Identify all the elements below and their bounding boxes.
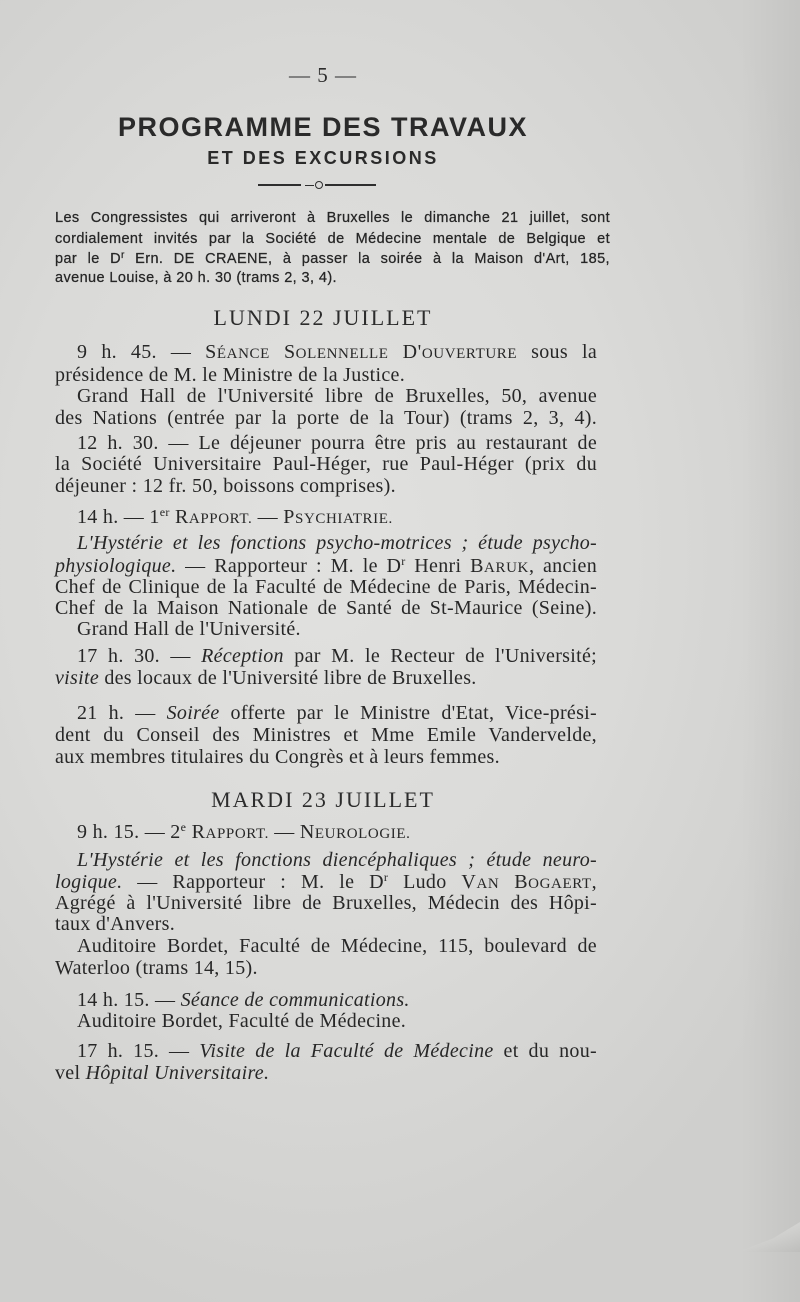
small-caps-word: BOGAERT <box>514 871 592 893</box>
small-caps-word: NEUROLOGIE. <box>299 821 411 843</box>
text-line <box>77 618 597 640</box>
day-heading-lundi: LUNDI 22 JUILLET <box>213 305 433 330</box>
text-line <box>55 555 597 577</box>
text-segment: Auditoire Bordet, Faculté de Médecine, 115, boulevard de <box>77 935 597 957</box>
text-segment: 9 h. 15. — 2 <box>77 821 181 843</box>
intro-text: cordialement invités par la Société de Médecine mentale de Belgique et <box>55 231 610 247</box>
superscript: r <box>401 554 406 568</box>
text-segment: Agrégé à l'Université libre de Bruxelles, Médecin des Hôpi- <box>55 892 597 914</box>
text-line <box>55 407 597 429</box>
text-line <box>77 849 597 871</box>
text-segment: — Rapporteur : M. le D <box>122 871 384 893</box>
text-segment: 14 h. 15. — <box>77 989 181 1011</box>
text-segment: la Société Universitaire Paul-Héger, rue Paul-Héger (prix du <box>55 453 597 475</box>
text-line <box>77 506 597 528</box>
italic-text: Séance de communications. <box>180 989 410 1011</box>
text-segment: 14 h. — 1 <box>77 506 160 528</box>
text-line <box>55 746 597 768</box>
text-segment: et du nou- <box>493 1040 597 1062</box>
text-line <box>55 453 597 475</box>
text-line <box>55 1062 597 1084</box>
text-segment: Chef de la Maison Nationale de Santé de St-Maurice (Seine). <box>55 597 597 619</box>
text-line <box>77 1040 597 1062</box>
text-line <box>55 597 597 619</box>
small-caps-word: PSYCHIATRIE. <box>283 506 393 528</box>
small-caps-word: D'OUVERTURE <box>402 341 518 363</box>
page-title: PROGRAMME DES TRAVAUX <box>117 112 528 142</box>
text-segment: 12 h. 30. — Le déjeuner pourra être pris au restaurant de <box>77 432 597 454</box>
text-line <box>77 432 597 454</box>
text-line <box>55 576 597 598</box>
small-caps-word: SOLENNELLE <box>283 341 389 363</box>
text-segment: Auditoire Bordet, Faculté de Médecine. <box>77 1010 407 1032</box>
text-line <box>77 1010 597 1032</box>
text-segment: Waterloo (trams 14, 15). <box>55 957 258 979</box>
page-subtitle: ET DES EXCURSIONS <box>207 148 439 168</box>
text-segment: des Nations (entrée par la porte de la Tour) (trams 2, 3, 4). <box>55 407 597 429</box>
text-line <box>55 475 597 497</box>
italic-text: Réception <box>201 645 284 667</box>
italic-text: Hôpital Universitaire. <box>85 1062 270 1084</box>
text-segment: offerte par le Ministre d'Etat, Vice-prési- <box>219 702 597 724</box>
text-line <box>77 341 597 363</box>
text-line <box>77 645 597 667</box>
text-line <box>55 667 597 689</box>
intro-line <box>55 268 610 288</box>
intro-text: par le D <box>55 251 121 267</box>
page-number: — 5 — <box>289 63 357 87</box>
text-segment: , <box>591 871 597 893</box>
text-line <box>55 892 597 914</box>
superscript: e <box>180 820 187 834</box>
text-segment: Ludo <box>388 871 462 893</box>
intro-text: Ern. DE CRAENE, à passer la soirée à la Maison d'Art, 185, <box>124 251 610 267</box>
text-segment: Chef de Clinique de la Faculté de Médecine de Paris, Médecin- <box>55 576 597 598</box>
small-caps-word: VAN <box>461 871 500 893</box>
text-segment: Grand Hall de l'Université libre de Bruxelles, 50, avenue <box>77 385 597 407</box>
italic-text: Soirée <box>166 702 220 724</box>
day-heading-mardi: MARDI 23 JUILLET <box>211 787 435 812</box>
text-line <box>77 532 597 554</box>
italic-text: visite <box>55 667 100 689</box>
small-caps-word: RAPPORT. <box>191 821 269 843</box>
text-line <box>77 935 597 957</box>
intro-text: avenue Louise, à 20 h. 30 (trams 2, 3, 4). <box>55 270 337 286</box>
text-line <box>77 989 597 1011</box>
intro-text: Les Congressistes qui arriveront à Bruxelles le dimanche 21 juillet, sont <box>55 210 610 226</box>
text-line <box>55 957 597 979</box>
text-segment: , ancien <box>528 555 597 577</box>
text-line <box>55 364 597 386</box>
text-line <box>77 702 597 724</box>
text-segment: présidence de M. le Ministre de la Justice. <box>55 364 406 386</box>
page-edge-shadow <box>740 0 800 1302</box>
text-segment: — Rapporteur : M. le D <box>176 555 402 577</box>
ornament-circle <box>315 181 323 189</box>
small-caps-word: RAPPORT. <box>174 506 253 528</box>
italic-text: L'Hystérie et les fonctions diencéphaliques ; étude neuro- <box>77 849 597 871</box>
text-segment: 17 h. 15. — <box>77 1040 200 1062</box>
small-caps-word: SÉANCE <box>205 341 270 363</box>
text-segment: Grand Hall de l'Université. <box>77 618 301 640</box>
text-segment: 9 h. 45. — <box>77 341 206 363</box>
italic-text: L'Hystérie et les fonctions psycho-motrices ; étude psycho- <box>77 532 597 554</box>
text-line <box>55 724 597 746</box>
text-line <box>77 821 597 843</box>
italic-text: Visite de la Faculté de Médecine <box>199 1040 494 1062</box>
intro-line <box>55 208 610 228</box>
superscript: r <box>383 870 389 884</box>
text-segment: 21 h. — <box>77 702 167 724</box>
text-segment: par M. le Recteur de l'Université; <box>283 645 597 667</box>
italic-text: logique. <box>55 871 123 893</box>
text-segment: — <box>252 506 284 528</box>
text-line <box>55 913 597 935</box>
text-line <box>55 871 597 893</box>
text-line <box>77 385 597 407</box>
text-segment: taux d'Anvers. <box>55 913 176 935</box>
superscript: r <box>120 250 125 261</box>
small-caps-word: BARUK <box>470 555 529 577</box>
ornament-rule <box>325 184 376 186</box>
text-segment: — <box>268 821 300 843</box>
text-segment: des locaux de l'Université libre de Bruxelles. <box>99 667 477 689</box>
text-segment: vel <box>55 1062 86 1084</box>
text-segment: 17 h. 30. — <box>77 645 202 667</box>
superscript: er <box>159 505 170 519</box>
italic-text: physiologique. <box>55 555 177 577</box>
intro-line <box>55 229 610 249</box>
text-segment: sous la <box>517 341 597 363</box>
intro-line <box>55 249 610 269</box>
text-segment: dent du Conseil des Ministres et Mme Emile Vandervelde, <box>55 724 597 746</box>
text-segment: déjeuner : 12 fr. 50, boissons comprises). <box>55 475 396 497</box>
text-segment: Henri <box>405 555 471 577</box>
text-segment: aux membres titulaires du Congrès et à leurs femmes. <box>55 746 500 768</box>
ornament-dash <box>305 185 314 186</box>
ornament-rule <box>258 184 301 186</box>
